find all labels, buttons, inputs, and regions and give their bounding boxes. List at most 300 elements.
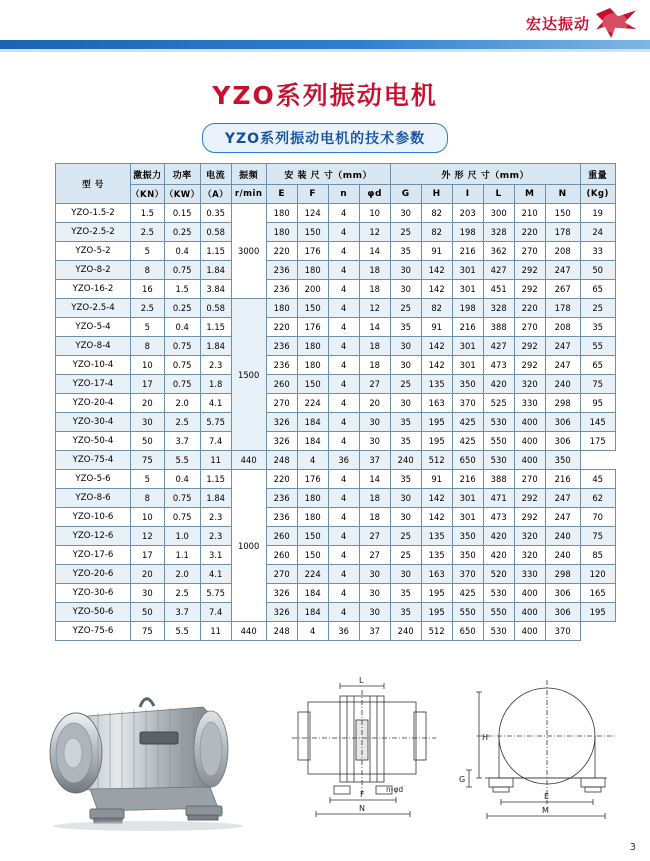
cell-power: 2.5 [164,584,200,603]
cell-current: 11 [200,622,231,641]
cell-force: 75 [131,622,165,641]
cell-model: YZO-1.5-2 [56,204,131,223]
table-row [56,318,616,337]
cell-power: 0.75 [164,375,200,394]
subtitle-badge: YZO系列振动电机的技术参数 [202,123,448,153]
cell-model: YZO-8-6 [56,489,131,508]
cell-M: 400 [514,584,545,603]
cell-I: 512 [421,451,452,470]
cell-d: 12 [359,299,390,318]
spec-table-wrap [55,163,616,641]
cell-L: 420 [483,375,514,394]
cell-F: 224 [297,394,328,413]
cell-d: 14 [359,242,390,261]
cell-d: 36 [328,451,359,470]
cell-G: 35 [390,413,421,432]
cell-H: 240 [390,622,421,641]
cell-current: 2.3 [200,356,231,375]
cell-I: 301 [452,337,483,356]
table-row [56,622,616,641]
cell-N: 178 [545,223,580,242]
cell-d: 27 [359,527,390,546]
cell-E: 270 [266,565,297,584]
cell-I: 550 [452,603,483,622]
table-row [56,299,616,318]
cell-M: 220 [514,299,545,318]
cell-weight: 145 [580,413,615,432]
cell-current: 0.35 [200,204,231,223]
cell-G: 30 [390,337,421,356]
table-row [56,242,616,261]
cell-weight: 370 [545,622,580,641]
spec-table-head [56,164,616,204]
cell-L: 473 [483,356,514,375]
cell-n: 4 [328,584,359,603]
cell-E: 236 [266,508,297,527]
cell-n: 4 [328,432,359,451]
cell-force: 20 [131,565,165,584]
cell-H: 91 [421,242,452,261]
cell-I: 350 [452,546,483,565]
cell-F: 180 [297,261,328,280]
cell-I: 425 [452,432,483,451]
cell-E: 260 [266,527,297,546]
cell-force: 20 [131,394,165,413]
cell-current: 3.1 [200,546,231,565]
cell-L: 550 [483,603,514,622]
figures-area [0,672,650,837]
cell-d: 30 [359,603,390,622]
cell-M: 400 [514,432,545,451]
cell-I: 216 [452,318,483,337]
cell-I: 301 [452,489,483,508]
th-dim-M: M [514,185,545,204]
cell-model: YZO-16-2 [56,280,131,299]
cell-force: 8 [131,261,165,280]
cell-current: 7.4 [200,432,231,451]
cell-model: YZO-20-4 [56,394,131,413]
th-current-2: （A） [200,185,231,204]
cell-n: 4 [328,413,359,432]
th-weight-1: 重量 [580,164,615,185]
cell-G: 25 [390,223,421,242]
cell-I: 425 [452,584,483,603]
cell-N: 240 [545,527,580,546]
cell-H: 135 [421,546,452,565]
cell-F: 180 [297,508,328,527]
cell-N: 400 [514,451,545,470]
cell-force: 5 [131,470,165,489]
cell-I: 370 [452,565,483,584]
cell-weight: 45 [580,470,615,489]
cell-F: 124 [297,204,328,223]
table-row [56,337,616,356]
cell-H: 142 [421,356,452,375]
table-row [56,375,616,394]
cell-E: 236 [266,489,297,508]
cell-G: 30 [390,204,421,223]
cell-N: 150 [545,204,580,223]
label-n-phi-d: n-φd [386,785,404,794]
cell-H: 195 [421,584,452,603]
cell-H: 82 [421,204,452,223]
table-row [56,527,616,546]
spec-table-body [56,204,616,641]
cell-E: 180 [266,204,297,223]
cell-M: 270 [514,318,545,337]
cell-n: 4 [328,242,359,261]
cell-current: 1.15 [200,470,231,489]
cell-G: 25 [390,375,421,394]
cell-M: 330 [514,565,545,584]
cell-N: 208 [545,242,580,261]
cell-E: 326 [266,584,297,603]
cell-H: 82 [421,223,452,242]
cell-current: 0.58 [200,299,231,318]
cell-L: 451 [483,280,514,299]
cell-H: 91 [421,318,452,337]
cell-N: 306 [545,584,580,603]
cell-frequency: 1000 [231,470,266,622]
cell-H: 195 [421,603,452,622]
cell-weight: 25 [580,299,615,318]
cell-weight: 55 [580,337,615,356]
cell-power: 0.4 [164,242,200,261]
dimension-drawing-side [455,674,630,834]
cell-force: 50 [131,603,165,622]
cell-frequency: 3000 [231,204,266,299]
cell-I: 512 [421,622,452,641]
cell-current: 5.75 [200,584,231,603]
cell-n: 4 [328,223,359,242]
cell-force: 10 [131,508,165,527]
cell-L: 471 [483,489,514,508]
th-force-1: 激振力 [131,164,165,185]
cell-current: 1.84 [200,489,231,508]
table-row [56,356,616,375]
cell-L: 427 [483,261,514,280]
cell-current: 1.84 [200,337,231,356]
cell-G: 30 [390,261,421,280]
brand-block [526,8,636,38]
page-number: 3 [629,842,636,853]
cell-I: 425 [452,413,483,432]
cell-L: 650 [452,622,483,641]
cell-n: 4 [328,318,359,337]
cell-weight: 62 [580,489,615,508]
cell-L: 328 [483,299,514,318]
cell-current: 11 [200,451,231,470]
cell-F: 184 [297,584,328,603]
cell-M: 292 [514,508,545,527]
th-force-2: （KN） [131,185,165,204]
table-row [56,432,616,451]
cell-M: 330 [514,394,545,413]
cell-G: 25 [390,299,421,318]
th-dim-N: N [545,185,580,204]
table-row [56,204,616,223]
cell-d: 30 [359,584,390,603]
cell-M: 292 [514,489,545,508]
cell-G: 30 [390,508,421,527]
th-install-dims: 安 装 尺 寸（mm） [266,164,390,185]
cell-I: 198 [452,299,483,318]
cell-M: 530 [483,451,514,470]
cell-current: 4.1 [200,394,231,413]
cell-power: 5.5 [164,451,200,470]
cell-N: 298 [545,394,580,413]
cell-H: 142 [421,261,452,280]
cell-M: 320 [514,375,545,394]
cell-L: 473 [483,508,514,527]
cell-I: 350 [452,375,483,394]
label-N: N [359,804,365,813]
cell-n: 4 [328,546,359,565]
cell-E: 260 [266,546,297,565]
cell-current: 0.58 [200,223,231,242]
subtitle-wrap [0,123,650,153]
cell-frequency: 1500 [231,299,266,451]
cell-n: 4 [297,622,328,641]
th-freq-2: r/min [231,185,266,204]
cell-N: 400 [514,622,545,641]
cell-H: 163 [421,565,452,584]
cell-M: 220 [514,223,545,242]
cell-model: YZO-10-4 [56,356,131,375]
page-header [0,0,650,57]
th-dim-n: n [328,185,359,204]
cell-I: 216 [452,242,483,261]
cell-L: 427 [483,337,514,356]
cell-H: 142 [421,508,452,527]
cell-weight: 175 [580,432,615,451]
cell-force: 2.5 [131,299,165,318]
cell-H: 195 [421,413,452,432]
cell-force: 8 [131,489,165,508]
cell-d: 20 [359,394,390,413]
cell-power: 1.5 [164,280,200,299]
th-model: 型 号 [56,164,131,204]
cell-n: 4 [328,508,359,527]
header-blue-bar [0,40,650,49]
label-G: G [459,775,466,784]
cell-L: 530 [483,413,514,432]
cell-E: 220 [266,242,297,261]
th-dim-F: F [297,185,328,204]
vibration-motor-photo [28,677,278,832]
cell-M: 320 [514,527,545,546]
table-row [56,489,616,508]
cell-d: 10 [359,204,390,223]
cell-N: 240 [545,546,580,565]
cell-model: YZO-75-6 [56,622,131,641]
label-L: L [359,676,364,685]
cell-L: 362 [483,242,514,261]
cell-I: 203 [452,204,483,223]
cell-force: 17 [131,375,165,394]
cell-model: YZO-5-4 [56,318,131,337]
cell-n: 4 [328,603,359,622]
cell-H: 142 [421,489,452,508]
cell-H: 135 [421,527,452,546]
cell-N: 298 [545,565,580,584]
cell-force: 12 [131,527,165,546]
cell-power: 2.0 [164,394,200,413]
th-current-1: 电流 [200,164,231,185]
cell-weight: 85 [580,546,615,565]
table-row [56,223,616,242]
cell-I: 350 [452,527,483,546]
cell-H: 142 [421,337,452,356]
table-row [56,546,616,565]
cell-I: 301 [452,356,483,375]
cell-weight: 33 [580,242,615,261]
cell-weight: 65 [580,356,615,375]
cell-F: 180 [297,356,328,375]
table-row [56,603,616,622]
cell-H: 195 [421,432,452,451]
th-power-1: 功率 [164,164,200,185]
cell-F: 248 [266,451,297,470]
th-dim-G: G [390,185,421,204]
cell-F: 150 [297,546,328,565]
cell-F: 150 [297,223,328,242]
cell-F: 180 [297,337,328,356]
flame-logo-icon [596,8,636,38]
cell-current: 1.8 [200,375,231,394]
cell-power: 5.5 [164,622,200,641]
cell-F: 224 [297,565,328,584]
cell-G: 25 [390,527,421,546]
label-E: E [544,792,550,801]
cell-N: 247 [545,508,580,527]
cell-force: 1.5 [131,204,165,223]
spec-table [55,163,616,641]
cell-E: 326 [266,413,297,432]
cell-d: 18 [359,337,390,356]
cell-L: 525 [483,394,514,413]
cell-H: 163 [421,394,452,413]
cell-I: 370 [452,394,483,413]
cell-model: YZO-5-2 [56,242,131,261]
cell-n: 4 [328,280,359,299]
cell-n: 4 [328,375,359,394]
cell-model: YZO-12-6 [56,527,131,546]
cell-N: 216 [545,470,580,489]
cell-F: 176 [297,318,328,337]
cell-weight: 35 [580,318,615,337]
cell-force: 30 [131,413,165,432]
cell-d: 14 [359,470,390,489]
th-dim-H: H [421,185,452,204]
cell-power: 0.15 [164,204,200,223]
cell-d: 27 [359,375,390,394]
cell-n: 4 [297,451,328,470]
cell-d: 18 [359,261,390,280]
cell-current: 1.15 [200,242,231,261]
table-row [56,508,616,527]
cell-L: 550 [483,432,514,451]
table-row [56,565,616,584]
th-freq-1: 振频 [231,164,266,185]
header-light-bar [0,49,650,52]
cell-E: 220 [266,318,297,337]
cell-M: 400 [514,603,545,622]
cell-n: 4 [328,565,359,584]
cell-G: 35 [390,470,421,489]
cell-F: 176 [297,470,328,489]
cell-force: 5 [131,242,165,261]
cell-d: 36 [328,622,359,641]
cell-weight: 195 [580,603,615,622]
cell-model: YZO-5-6 [56,470,131,489]
cell-n: 4 [328,489,359,508]
cell-L: 530 [483,584,514,603]
cell-d: 14 [359,318,390,337]
cell-power: 2.0 [164,565,200,584]
cell-power: 0.4 [164,318,200,337]
cell-model: YZO-17-6 [56,546,131,565]
cell-F: 150 [297,527,328,546]
cell-N: 247 [545,356,580,375]
cell-n: 4 [328,394,359,413]
cell-G: 35 [390,584,421,603]
cell-L: 328 [483,223,514,242]
cell-d: 30 [359,413,390,432]
cell-E: 236 [266,280,297,299]
cell-weight: 75 [580,375,615,394]
cell-weight: 75 [580,527,615,546]
cell-d: 18 [359,489,390,508]
cell-power: 0.25 [164,223,200,242]
cell-power: 0.75 [164,356,200,375]
page-title: YZO系列振动电机 [212,81,438,110]
cell-E: 236 [266,261,297,280]
th-dim-E: E [266,185,297,204]
cell-E: 326 [266,432,297,451]
cell-weight: 50 [580,261,615,280]
cell-n: 4 [328,337,359,356]
cell-force: 5 [131,318,165,337]
cell-F: 176 [297,242,328,261]
cell-N: 240 [545,375,580,394]
dimension-drawing-top [290,674,440,834]
cell-power: 3.7 [164,603,200,622]
cell-model: YZO-75-4 [56,451,131,470]
cell-F: 200 [297,280,328,299]
cell-E: 180 [266,223,297,242]
cell-N: 267 [545,280,580,299]
cell-weight: 24 [580,223,615,242]
cell-power: 0.75 [164,508,200,527]
cell-M: 270 [514,242,545,261]
cell-G: 30 [390,280,421,299]
cell-G: 37 [359,622,390,641]
cell-force: 75 [131,451,165,470]
cell-power: 1.1 [164,546,200,565]
cell-current: 3.84 [200,280,231,299]
cell-power: 0.4 [164,470,200,489]
label-M: M [542,806,549,815]
cell-current: 1.15 [200,318,231,337]
cell-I: 198 [452,223,483,242]
cell-d: 30 [359,565,390,584]
cell-model: YZO-50-4 [56,432,131,451]
cell-model: YZO-8-2 [56,261,131,280]
cell-model: YZO-10-6 [56,508,131,527]
cell-force: 30 [131,584,165,603]
cell-power: 3.7 [164,432,200,451]
